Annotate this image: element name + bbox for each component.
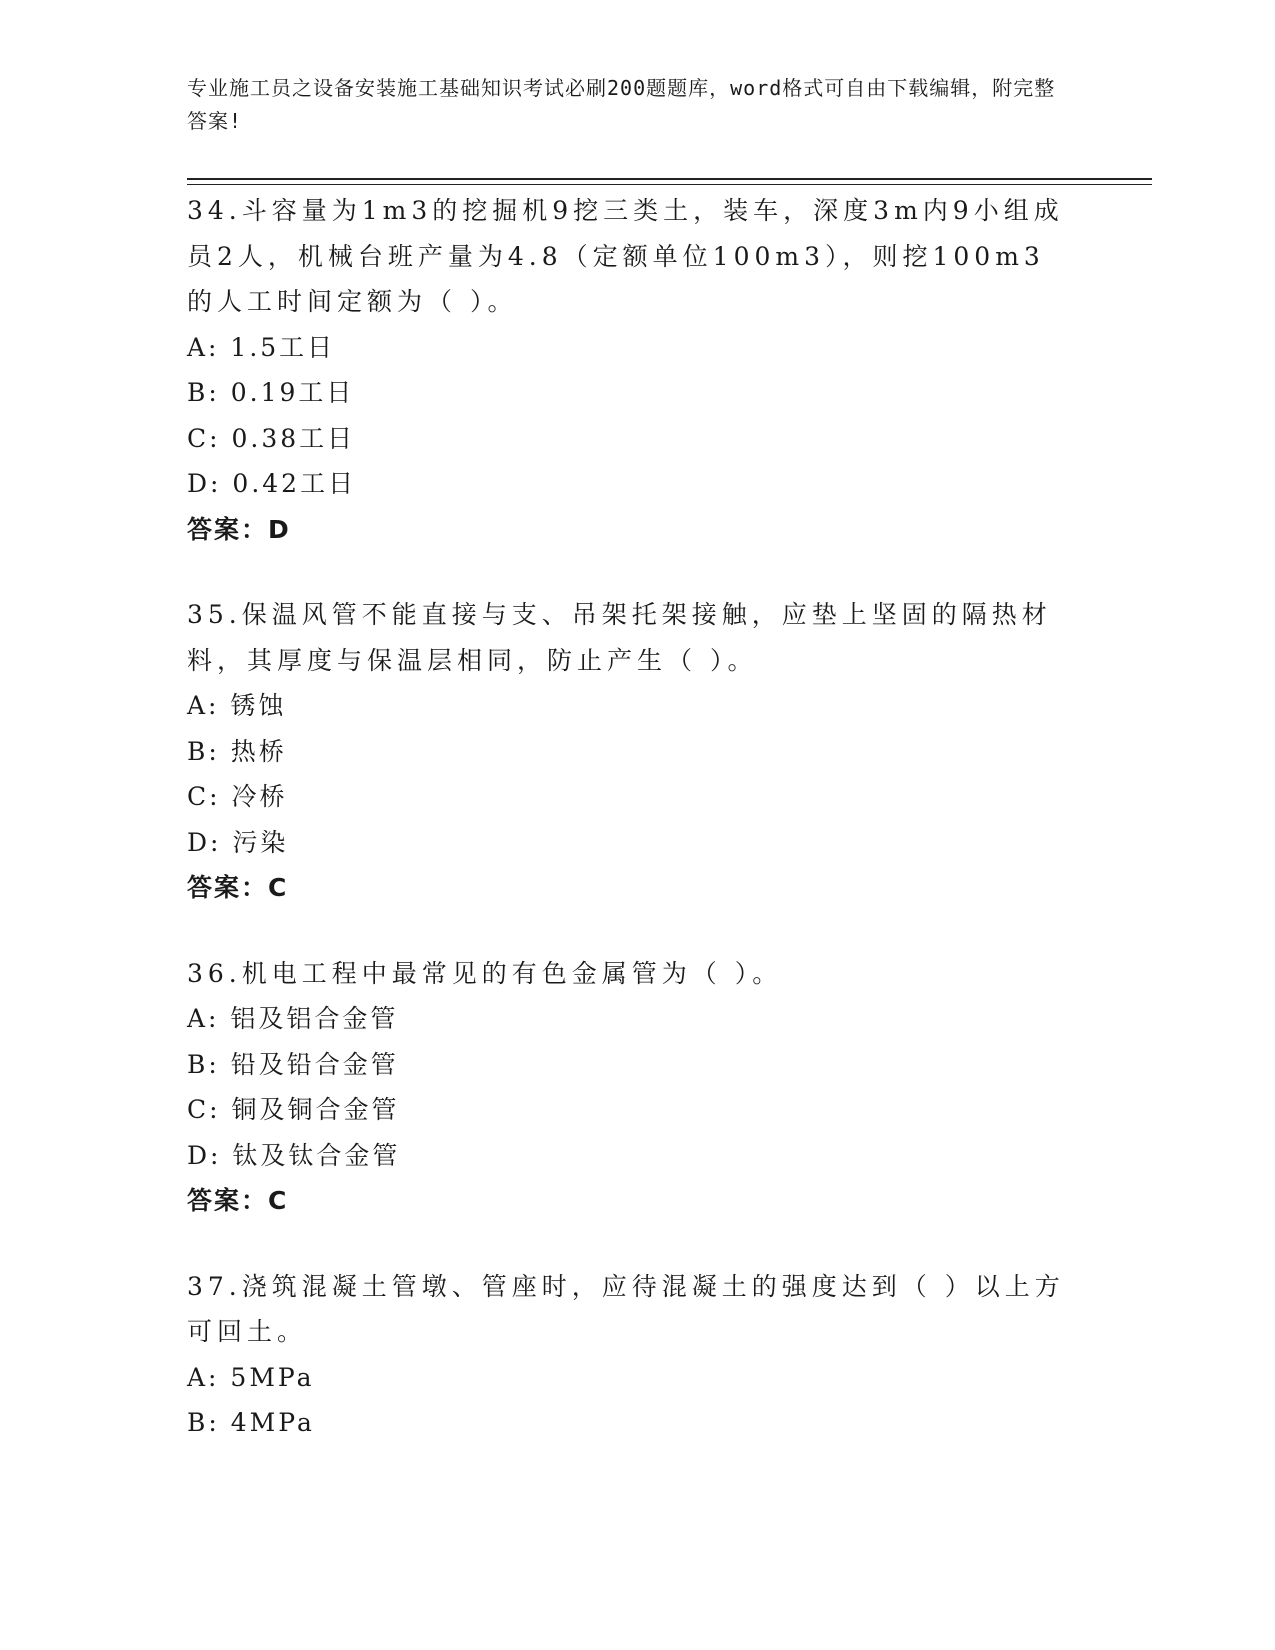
header-divider-thick (187, 178, 1152, 180)
option-c: C: 冷桥 (187, 782, 288, 811)
question-text: 37.浇筑混凝土管墩、管座时，应待混凝土的强度达到（ ）以上方可回土。 (187, 1271, 1065, 1346)
option-a: A: 5MPa (187, 1362, 315, 1392)
question-34 (187, 188, 1067, 552)
question-36 (187, 951, 1067, 1224)
answer-line: 答案：C (187, 1186, 289, 1215)
option-b: B: 4MPa (187, 1408, 315, 1437)
option-d: D: 钛及钛合金管 (187, 1140, 401, 1170)
question-text: 35.保温风管不能直接与支、吊架托架接触，应垫上坚固的隔热材料，其厚度与保温层相同，防止产生（ ）。 (187, 600, 1052, 675)
option-b: B: 0.19工日 (187, 378, 355, 407)
header-title: 专业施工员之设备安装施工基础知识考试必刷200题题库，word格式可自由下载编辑，附完整答案! (187, 76, 1056, 133)
answer-line: 答案：C (187, 873, 289, 902)
option-d: D: 0.42工日 (187, 469, 357, 498)
question-text: 36.机电工程中最常见的有色金属管为（ ）。 (187, 958, 783, 988)
option-c: C: 铜及铜合金管 (187, 1095, 400, 1124)
option-c: C: 0.38工日 (187, 423, 356, 453)
question-text: 34.斗容量为1m3的挖掘机9挖三类土，装车，深度3m内9小组成员2人，机械台班产量为4.8（定额单位100m3），则挖100m3的人工时间定额为（ ）。 (187, 196, 1064, 316)
question-list (187, 188, 1067, 1486)
question-35 (187, 592, 1067, 911)
answer-line: 答案：D (187, 514, 291, 544)
option-a: A: 铝及铝合金管 (187, 1004, 399, 1033)
option-d: D: 污染 (187, 827, 289, 857)
option-a: A: 锈蚀 (187, 691, 287, 720)
document-header (187, 72, 1067, 138)
question-37 (187, 1264, 1067, 1446)
header-divider-thin (187, 184, 1152, 185)
option-b: B: 铅及铅合金管 (187, 1049, 399, 1079)
option-b: B: 热桥 (187, 736, 287, 766)
option-a: A: 1.5工日 (187, 332, 336, 362)
